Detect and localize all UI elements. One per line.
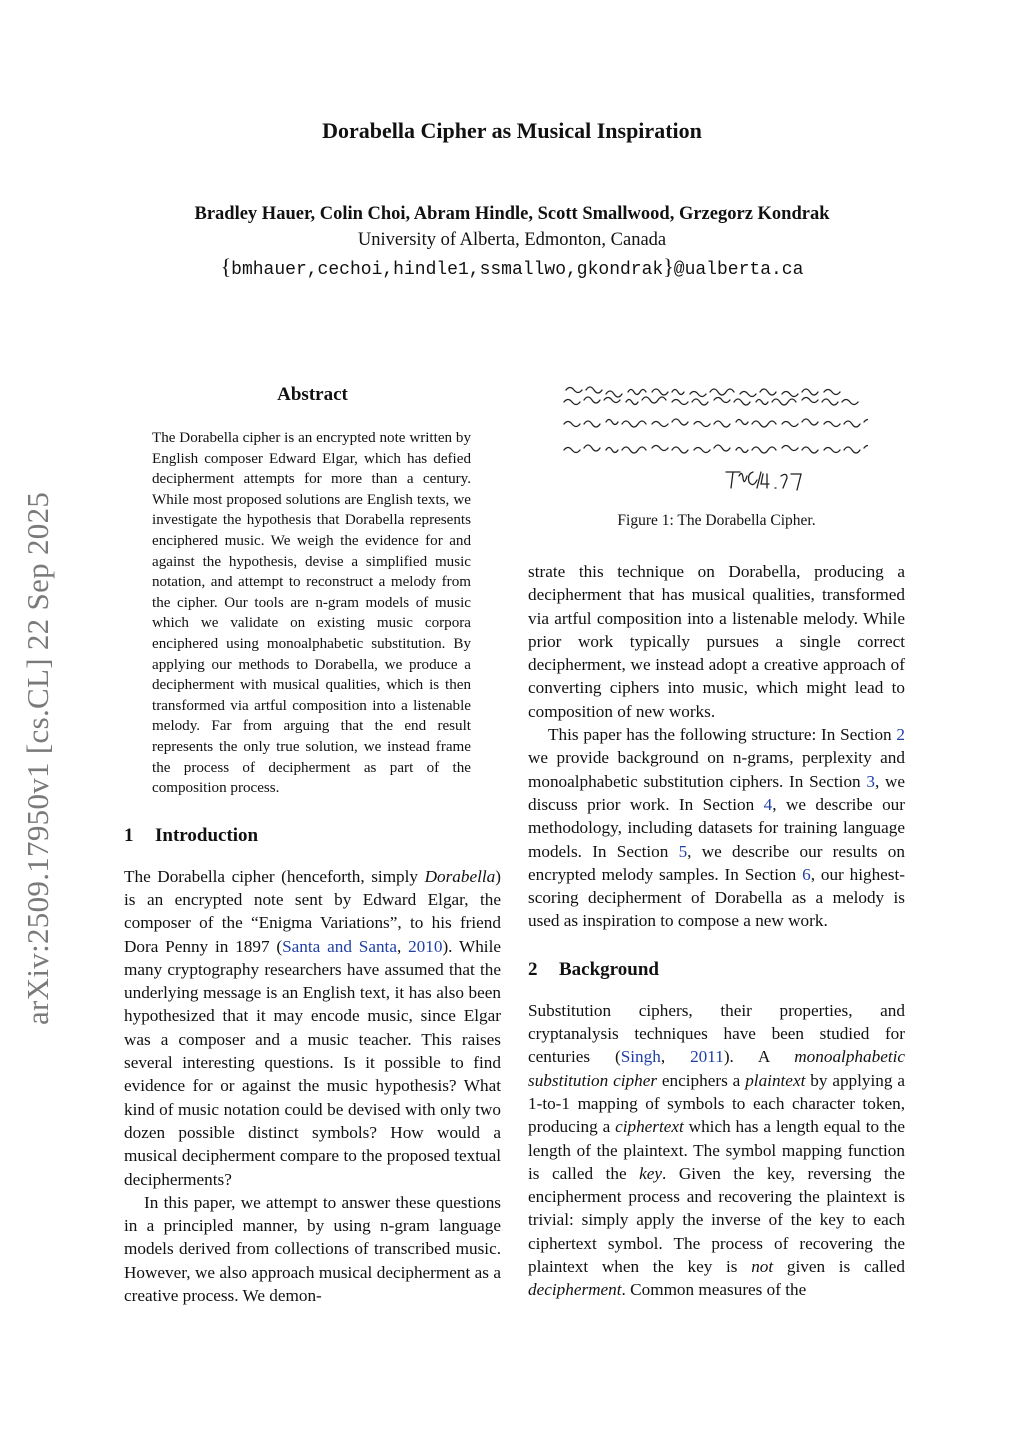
- right-column: [528, 380, 905, 1302]
- text-run: enciphers a: [657, 1070, 746, 1090]
- author-emails: [0, 254, 1024, 280]
- citation-year-link[interactable]: 2011: [690, 1047, 724, 1067]
- right-paragraph-1: strate this technique on Dorabella, producing a decipherment that has musical qualities, transformed via artful composition into a listenable melody. While prior work typically pursues a single correct decipherment, we instead adopt a creative approach of converting ciphers into music, which might lead to composition of new works.: [528, 562, 905, 721]
- section-link-2[interactable]: 2: [896, 725, 905, 745]
- emphasis-text: Dorabella: [424, 866, 496, 886]
- paper-title: Dorabella Cipher as Musical Inspiration: [322, 118, 702, 143]
- section-number: 2: [528, 958, 538, 980]
- text-run: ). A: [723, 1047, 795, 1067]
- text-run: ,: [396, 936, 409, 956]
- emphasis-text: key: [639, 1163, 663, 1183]
- email-brace-open: {: [220, 254, 232, 279]
- text-run: , we describe our methodology, including datasets for training language models. In Section: [528, 794, 905, 861]
- text-run: given is called: [773, 1257, 905, 1277]
- email-domain: @ualberta.ca: [673, 260, 804, 280]
- affiliation: University of Alberta, Edmonton, Canada: [357, 230, 667, 250]
- section-link-5[interactable]: 5: [678, 841, 688, 861]
- intro-paragraph-1: [124, 865, 501, 1191]
- text-run: ) is an encrypted note sent by Edward Elgar, the composer of the “Enigma Variations”, to his friend Dora Penny in 1897 (: [124, 866, 501, 956]
- text-run: ). While many cryptography researchers have assumed that the underlying message is an English text, it has also been hypothesized that it may encode music, since Elgar was a composer and a music teacher. This raises several interesting questions. Is it possible to find evidence for or against the music hypothesis? What kind of music notation could be devised with only two dozen possible distinct symbols? How would a musical decipherment compare to the proposed textual decipherments?: [124, 936, 501, 1189]
- text-run: we provide background on n-grams, perplexity and monoalphabetic substitution ciphers. In Section: [528, 748, 905, 791]
- text-run: . Common measures of the: [621, 1280, 807, 1300]
- author-list: Bradley Hauer, Colin Choi, Abram Hindle, Scott Smallwood, Grzegorz Kondrak: [194, 204, 830, 224]
- section-link-3[interactable]: 3: [866, 771, 875, 791]
- text-run: . Given the key, reversing the encipherment process and recovering the plaintext is trivial: simply apply the inverse of the key to each ciphertext symbol. The process of recovering the plaintext when the key is: [528, 1163, 905, 1277]
- text-run: Substitution ciphers, their properties, and cryptanalysis techniques have been studied for centuries (: [528, 1000, 905, 1067]
- structure-paragraph: [528, 723, 905, 933]
- text-run: , our highest-scoring decipherment of Dorabella as a melody is used as inspiration to compose a new work.: [528, 864, 905, 931]
- section-link-4[interactable]: 4: [763, 794, 773, 814]
- text-run: by applying a 1-to-1 mapping of symbols to each character token, producing a: [528, 1070, 905, 1137]
- abstract-text: The Dorabella cipher is an encrypted note written by English composer Edward Elgar, which has defied decipherment attempts for more than a century. While most proposed solutions are English texts, we investigate the hypothesis that Dorabella represents enciphered music. We weigh the evidence for and against the hypothesis, devise a simplified music notation, and attempt to reconstruct a melody from the cipher. Our tools are n-gram models of music which we validate on existing music corpora enciphered using monoalphabetic substitution. By applying our methods to Dorabella, we produce a decipherment with musical qualities, which is then transformed via artful composition into a listenable melody. Far from arguing that the end result represents the only true solution, we instead frame the process of decipherment as part of the composition process.: [152, 430, 471, 797]
- dorabella-cipher-image: [558, 380, 868, 498]
- section-number: 1: [124, 824, 134, 846]
- citation-link[interactable]: Santa and Santa: [282, 936, 397, 956]
- arxiv-identifier-stamp[interactable]: arXiv:2509.17950v1 [cs.CL] 22 Sep 2025: [20, 491, 55, 1025]
- section-title: Introduction: [155, 824, 259, 846]
- figure-caption: Figure 1: The Dorabella Cipher.: [617, 512, 816, 529]
- emphasis-text: not: [751, 1257, 774, 1277]
- section-heading-introduction: [124, 825, 501, 847]
- citation-year-link[interactable]: 2010: [408, 936, 443, 956]
- emphasis-text: decipherment: [528, 1280, 622, 1300]
- text-run: This paper has the following structure: In Section: [548, 725, 897, 745]
- intro-paragraph-2: In this paper, we attempt to answer these questions in a principled manner, by using n-gram language models derived from collections of transcribed music. However, we also approach musical decipherment as a creative process. We demon-: [124, 1192, 501, 1306]
- emphasis-text: monoalphabetic substitution cipher: [528, 1047, 905, 1090]
- text-run: which has a length equal to the length of the plaintext. The symbol mapping function is called the: [528, 1117, 906, 1183]
- figure-dorabella-cipher: [528, 380, 905, 502]
- text-run: ,: [660, 1047, 691, 1067]
- text-run: , we discuss prior work. In Section: [528, 771, 906, 814]
- emphasis-text: plaintext: [745, 1070, 806, 1090]
- abstract-heading: Abstract: [277, 384, 348, 405]
- email-brace-close: }: [663, 254, 674, 279]
- email-list: bmhauer,cechoi,hindle1,ssmallwo,gkondrak: [231, 260, 664, 280]
- text-run: , we describe our results on encrypted melody samples. In Section: [528, 841, 905, 884]
- section-heading-background: [528, 959, 905, 981]
- emphasis-text: ciphertext: [615, 1117, 684, 1137]
- citation-link[interactable]: Singh: [620, 1047, 661, 1067]
- background-paragraph-1: [528, 999, 905, 1302]
- section-title: Background: [559, 958, 659, 980]
- section-link-6[interactable]: 6: [802, 864, 811, 884]
- left-column: [124, 380, 501, 1307]
- text-run: The Dorabella cipher (henceforth, simply: [124, 866, 425, 886]
